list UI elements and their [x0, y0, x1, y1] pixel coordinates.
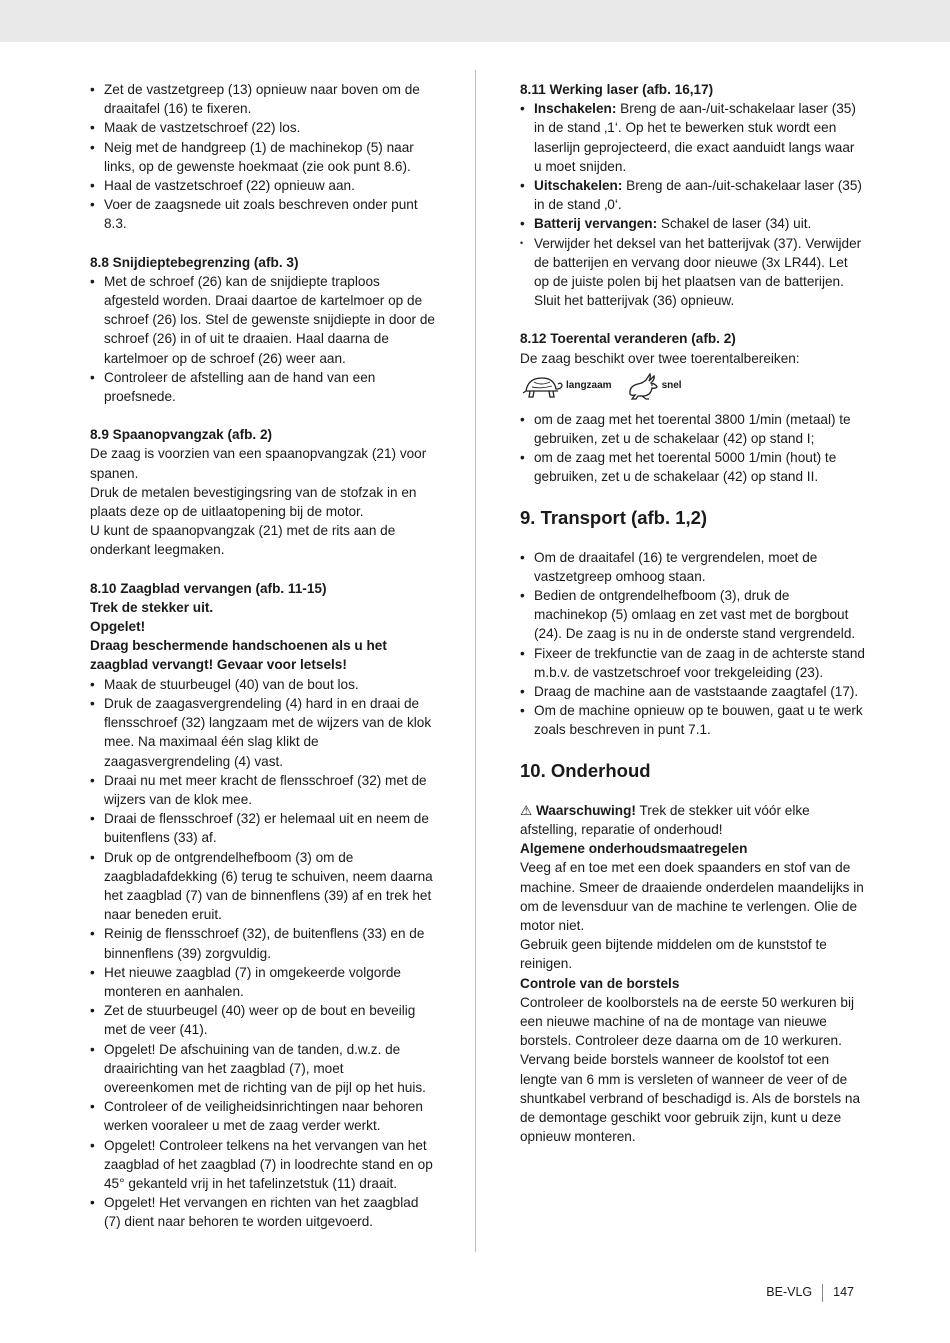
- bold-instruction: Trek de stekker uit.: [90, 599, 214, 615]
- section-heading-9: 9. Transport (afb. 1,2): [520, 506, 708, 528]
- subheading-brush-check: Controle van de borstels: [520, 975, 680, 991]
- right-column: [520, 80, 865, 1146]
- bold-warning: Draag beschermende handschoenen als u het zaagblad vervangt! Gevaar voor letsels!: [90, 638, 387, 673]
- list-item: • Opgelet! De afschuining van de tanden, d.w.z. de draairichting van het zaagblad (7), moet overeenkomen met de richting van de pijl op het huis.: [90, 1040, 435, 1098]
- list-item: • Om de machine opnieuw op te bouwen, gaat u te werk zoals beschreven in punt 7.1.: [520, 701, 865, 739]
- item-text: Breng de aan-/uit-schakelaar laser (35) in de stand ‚0‘.: [534, 178, 862, 213]
- bold-warning: Opgelet!: [90, 619, 146, 635]
- list-item: • om de zaag met het toerental 5000 1/min (hout) te gebruiken, zet u de schakelaar (42) op stand II.: [520, 448, 865, 486]
- section-heading-8-10: 8.10 Zaagblad vervangen (afb. 11-15): [90, 580, 327, 596]
- section-heading-8-9: 8.9 Spaanopvangzak (afb. 2): [90, 427, 273, 443]
- list-item: • Neig met de handgreep (1) de machinekop (5) naar links, op de gewenste hoekmaat (zie ook punt 8.6).: [90, 138, 435, 176]
- speed-slow: [520, 371, 612, 401]
- list-item: • Fixeer de trekfunctie van de zaag in de achterste stand m.b.v. de vastzetschroef voor trekgeleiding (23).: [520, 644, 865, 682]
- list-item: • Draai de flensschroef (32) er helemaal uit en neem de buitenflens (33) af.: [90, 809, 435, 847]
- page-footer: [766, 1283, 854, 1302]
- item-label: Uitschakelen:: [534, 178, 623, 194]
- list-item: • Maak de stuurbeugel (40) van de bout los.: [90, 675, 435, 694]
- section-heading-8-11: 8.11 Werking laser (afb. 16,17): [520, 82, 714, 97]
- transport-list: [520, 548, 865, 740]
- list-item: • Controleer de afstelling aan de hand van een proefsnede.: [90, 368, 435, 406]
- turtle-icon: [520, 371, 564, 401]
- list-item: • Draai nu met meer kracht de flensschroef (32) met de wijzers van de klok mee.: [90, 771, 435, 809]
- paragraph: De zaag beschikt over twee toerentalbereiken:: [520, 350, 800, 366]
- steps-list-8-10: [90, 675, 435, 1232]
- list-item: [520, 176, 865, 214]
- item-text: Schakel de laser (34) uit.: [657, 216, 812, 232]
- laser-list: [520, 99, 865, 233]
- list-item: • Reinig de flensschroef (32), de buitenflens (33) en de binnenflens (39) zorgvuldig.: [90, 924, 435, 962]
- subheading-general-maintenance: Algemene onderhoudsmaatregelen: [520, 841, 748, 857]
- list-item: [520, 99, 865, 176]
- list-item: • Druk de zaagasvergrendeling (4) hard in en draai de flensschroef (32) langzaam met de wijzers van de klok mee. Na maximaal één slag klikt de zaagasvergrendeling (4) vast.: [90, 694, 435, 771]
- list-item: • Om de draaitafel (16) te vergrendelen, moet de vastzetgreep omhoog staan.: [520, 548, 865, 586]
- section-heading-10: 10. Onderhoud: [520, 759, 651, 781]
- paragraph: De zaag is voorzien van een spaanopvangzak (21) voor spanen.: [90, 446, 427, 481]
- item-label: Inschakelen:: [534, 101, 617, 117]
- paragraph: Controleer de koolborstels na de eerste 50 werkuren bij een nieuwe machine of na de montage van nieuwe borstels. Controleer deze daarna om de 10 werkuren.: [520, 994, 854, 1049]
- paragraph: Druk de metalen bevestigingsring van de stofzak in en plaats deze op de uitlaatopening bij de motor.: [90, 484, 417, 520]
- list-item: • Opgelet! Het vervangen en richten van het zaagblad (7) dient naar behoren te worden uitgevoerd.: [90, 1193, 435, 1231]
- list-item: • om de zaag met het toerental 3800 1/min (metaal) te gebruiken, zet u de schakelaar (42) op stand I;: [520, 410, 865, 448]
- paragraph: Vervang beide borstels wanneer de koolstof tot een lengte van 6 mm is versleten of wanneer de veer of de shuntkabel verbrand of beschadigd is. Als de borstels na de demontage geschikt voor gebruik zijn, kunt u deze opnieuw monteren.: [520, 1052, 861, 1145]
- list-item: • Zet de stuurbeugel (40) weer op de bout en beveilig met de veer (41).: [90, 1001, 435, 1039]
- section-heading-8-12: 8.12 Toerental veranderen (afb. 2): [520, 331, 736, 347]
- speed-fast: [626, 371, 682, 401]
- steps-list-tilt: [90, 80, 435, 234]
- left-column: [90, 80, 435, 1232]
- list-item: • Opgelet! Controleer telkens na het vervangen van het zaagblad of het zaagblad (7) in loodrechte stand en op 45° gekanteld vrij in het tafelinzetstuk (11) draait.: [90, 1136, 435, 1194]
- speed-list: [520, 410, 865, 487]
- battery-sublist: [520, 234, 865, 311]
- list-item: • Controleer of de veiligheidsinrichtingen naar behoren werken vooraleer u met de zaag verder werkt.: [90, 1097, 435, 1135]
- warning-text: Trek de stekker uit vóór elke afstelling, reparatie of onderhoud!: [520, 802, 810, 837]
- list-item: • Voer de zaagsnede uit zoals beschreven onder punt 8.3.: [90, 195, 435, 233]
- list-item: • Druk op de ontgrendelhefboom (3) om de zaagbladafdekking (6) terug te schuiven, neem daarna het zaagblad (7) van de binnenflens (39) af en trek het naar beneden eruit.: [90, 848, 435, 925]
- column-divider: [475, 70, 476, 1252]
- section-heading-8-8: 8.8 Snijdieptebegrenzing (afb. 3): [90, 254, 299, 270]
- item-label: Batterij vervangen:: [534, 216, 658, 232]
- top-band: [0, 0, 950, 42]
- list-item: • Bedien de ontgrendelhefboom (3), druk de machinekop (5) omlaag en zet vast met de borgbout (24). De zaag is nu in de onderste stand vergrendeld.: [520, 586, 865, 644]
- speed-icons: [520, 370, 865, 402]
- list-item: • Verwijder het deksel van het batterijvak (37). Verwijder de batterijen en vervang door nieuwe (3x LR44). Let op de juiste polen bij het plaatsen van de batterijen. Sluit het batterijvak (36) opnieuw.: [520, 234, 865, 311]
- list-item: • Maak de vastzetschroef (22) los.: [90, 118, 435, 137]
- list-item: • Draag de machine aan de vaststaande zaagtafel (17).: [520, 682, 865, 701]
- steps-list-8-8: [90, 272, 435, 406]
- warning-icon: ⚠: [520, 802, 533, 818]
- paragraph: U kunt de spaanopvangzak (21) met de rits aan de onderkant leegmaken.: [90, 523, 396, 558]
- list-item: • Haal de vastzetschroef (22) opnieuw aan.: [90, 176, 435, 195]
- list-item: [520, 214, 865, 233]
- paragraph: Veeg af en toe met een doek spaanders en stof van de machine. Smeer de draaiende onderdelen maandelijks in om de levensduur van de machine te verlengen. Olie de motor niet.: [520, 860, 864, 933]
- speed-fast-label: snel: [661, 380, 682, 392]
- warning-paragraph: [520, 801, 865, 839]
- item-text: Breng de aan-/uit-schakelaar laser (35) in de stand ‚1‘. Op het te bewerken stuk wordt een laserlijn geprojecteerd, die exact aanduidt langs waar u moet snijden.: [534, 101, 856, 174]
- warning-label: Waarschuwing!: [535, 802, 636, 818]
- language-code: BE-VLG: [766, 1285, 813, 1299]
- paragraph: Gebruik geen bijtende middelen om de kunststof te reinigen.: [520, 937, 827, 972]
- list-item: • Het nieuwe zaagblad (7) in omgekeerde volgorde monteren en aanhalen.: [90, 963, 435, 1001]
- page-number: 147: [833, 1285, 854, 1299]
- list-item: • Zet de vastzetgreep (13) opnieuw naar boven om de draaitafel (16) te fixeren.: [90, 80, 435, 118]
- footer-separator: [822, 1284, 823, 1302]
- rabbit-icon: [626, 371, 660, 401]
- list-item: • Met de schroef (26) kan de snijdiepte traploos afgesteld worden. Draai daartoe de kartelmoer op de schroef (26) los. Stel de gewenste snijdiepte in door de schroef (26) in of uit te draaien. Haal daarna de kartelmoer op de schroef (26) weer aan.: [90, 272, 435, 368]
- speed-slow-label: langzaam: [566, 380, 612, 392]
